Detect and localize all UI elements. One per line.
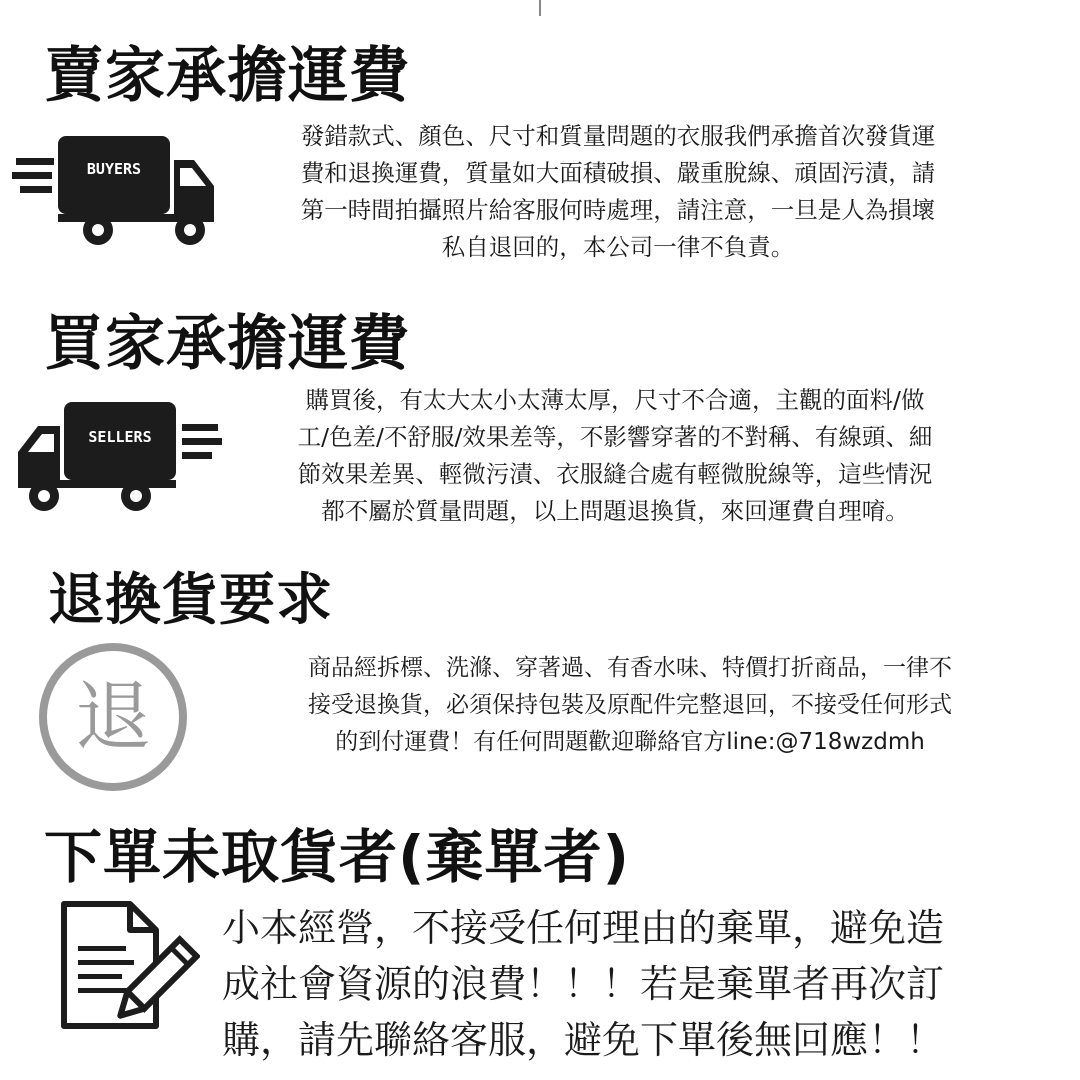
text-line: 費和退換運費，質量如大面積破損、嚴重脫線、頑固污漬，請 — [300, 159, 936, 187]
truck-buyers-label: BUYERS — [86, 160, 142, 178]
text-line: 接受退換貨，必須保持包裝及原配件完整退回，不接受任何形式 — [308, 692, 952, 718]
section-title-abandoned-orders: 下單未取貨者(棄單者) — [44, 823, 631, 891]
section-title-buyer-shipping: 買家承擔運費 — [44, 309, 410, 379]
text-line: 購，請先聯絡客服，避免下單後無回應！！ — [222, 1018, 945, 1062]
return-seal-icon — [36, 640, 190, 794]
section-body-abandoned-orders — [222, 900, 992, 1068]
truck-sellers-icon — [14, 392, 224, 512]
text-line: 私自退回的，本公司一律不負責。 — [441, 233, 795, 261]
text-line: 的到付運費！有任何問題歡迎聯絡官方line:@718wzdmh — [335, 729, 925, 755]
truck-sellers-label: SELLERS — [88, 428, 152, 446]
section-title-return-requirements: 退換貨要求 — [48, 568, 333, 633]
truck-buyers-icon — [10, 128, 220, 248]
return-seal-glyph: 退 — [75, 672, 151, 761]
text-line: 節效果差異、輕微污漬、衣服縫合處有輕微脫線等，這些情況 — [297, 460, 933, 488]
text-line: 成社會資源的浪費！！！若是棄單者再次訂 — [222, 962, 945, 1006]
top-divider — [539, 0, 541, 16]
text-line: 購買後，有太大太小太薄太厚，尺寸不合適，主觀的面料/做 — [305, 386, 925, 414]
text-line: 發錯款式、顏色、尺寸和質量問題的衣服我們承擔首次發貨運 — [300, 122, 936, 150]
text-line: 小本經營，不接受任何理由的棄單，避免造 — [222, 906, 945, 950]
document-pencil-icon — [50, 890, 200, 1040]
section-body-seller-shipping — [228, 118, 1008, 266]
section-body-return-requirements — [226, 650, 1034, 761]
text-line: 第一時間拍攝照片給客服何時處理，請注意，一旦是人為損壞 — [300, 196, 936, 224]
text-line: 工/色差/不舒服/效果差等，不影響穿著的不對稱、有線頭、細 — [297, 423, 933, 451]
section-body-buyer-shipping — [222, 382, 1008, 530]
text-line: 都不屬於質量問題，以上問題退換貨，來回運費自理唷。 — [321, 497, 909, 525]
text-line: 商品經拆標、洗滌、穿著過、有香水味、特價打折商品，一律不 — [308, 655, 952, 681]
section-title-seller-shipping: 賣家承擔運費 — [44, 41, 410, 111]
